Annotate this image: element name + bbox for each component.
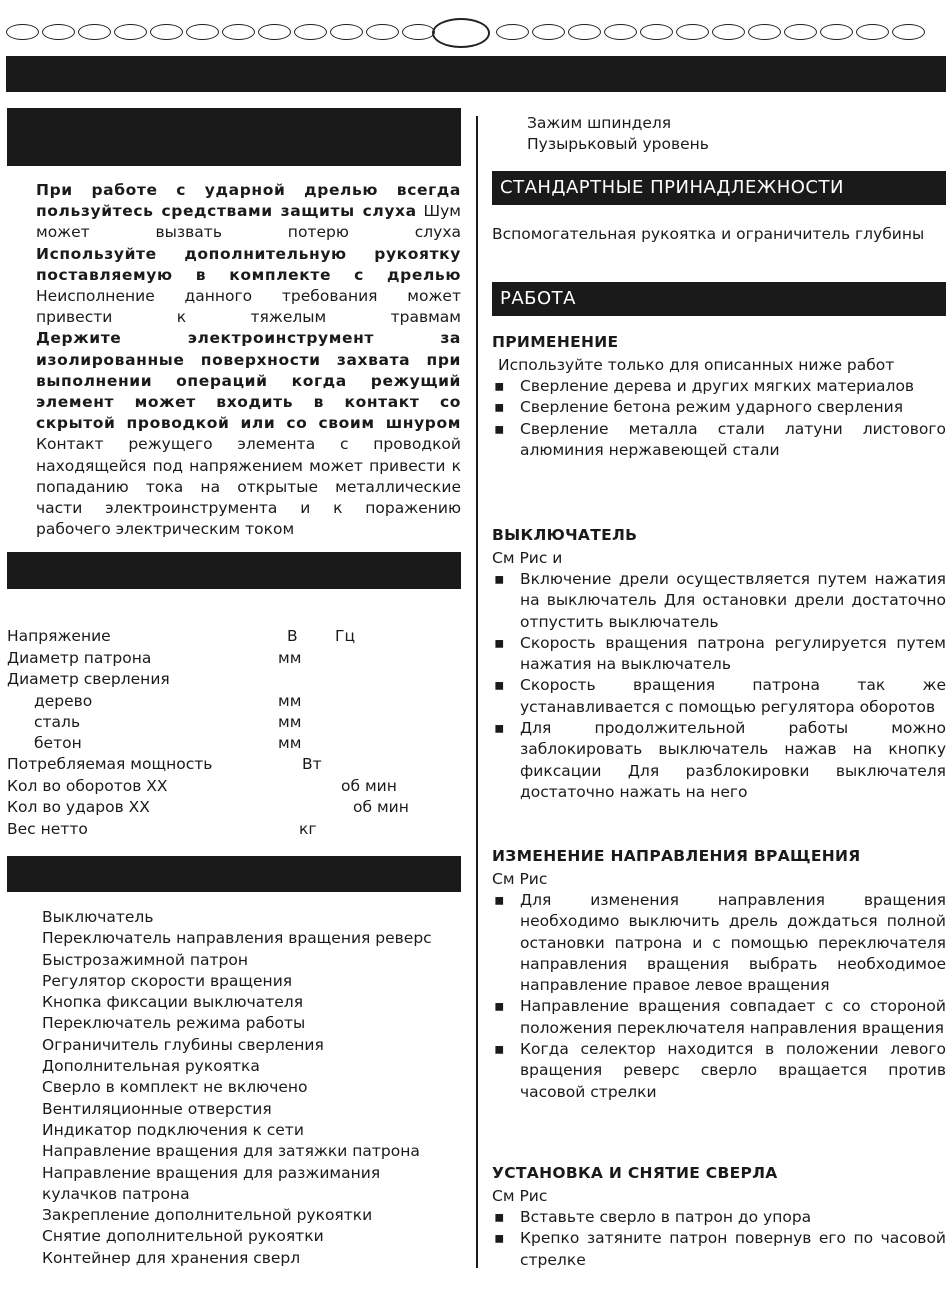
spec-label: Кол во оборотов ХХ bbox=[7, 777, 168, 795]
part-item: Закрепление дополнительной рукоятки bbox=[42, 1206, 373, 1225]
oval-mark bbox=[712, 24, 745, 40]
bullet-icon: ▪ bbox=[494, 719, 505, 738]
bullet-icon: ▪ bbox=[494, 1040, 505, 1059]
spec-unit: мм bbox=[278, 692, 302, 710]
safety-item-text: Контакт режущего элемента с проводкой находящейся под напряжением может привести к попаданию тока на открытые металлические части электроинструмента и к поражению рабочего электрическим током bbox=[36, 435, 461, 539]
part-item: Индикатор подключения к сети bbox=[42, 1120, 304, 1139]
subhead-application: ПРИМЕНЕНИЕ bbox=[492, 333, 619, 351]
part-item: Сверло в комплект не включено bbox=[42, 1078, 308, 1097]
spec-label: Кол во ударов ХХ bbox=[7, 798, 150, 816]
oval-mark bbox=[258, 24, 291, 40]
part-item: Вентиляционные отверстия bbox=[42, 1099, 272, 1118]
spec-unit: об мин bbox=[341, 777, 397, 795]
oval-mark bbox=[42, 24, 75, 40]
bullet-icon: ▪ bbox=[494, 377, 505, 395]
list-item bbox=[492, 1207, 946, 1228]
list-item bbox=[492, 397, 946, 418]
section-title-work: РАБОТА bbox=[492, 282, 946, 316]
spec-label: сталь bbox=[34, 713, 81, 731]
part-item: Дополнительная рукоятка bbox=[42, 1057, 260, 1076]
spec-unit: кг bbox=[299, 820, 317, 838]
part-item: Пузырьковый уровень bbox=[527, 135, 709, 154]
spec-unit: мм bbox=[278, 734, 302, 752]
list-item bbox=[492, 419, 946, 462]
list-item bbox=[492, 569, 946, 633]
safety-item bbox=[36, 328, 461, 540]
safety-instructions bbox=[36, 180, 461, 540]
bullet-icon: ▪ bbox=[494, 570, 505, 588]
bit-figure-ref: См Рис bbox=[492, 1187, 548, 1205]
bullet-icon: ▪ bbox=[494, 633, 505, 652]
list-item-text: Для изменения направления вращения необходимо выключить дрель дождаться полной остановки патрона и с помощью переключателя направления вращения выбрать необходимое направление правое левое вращения bbox=[520, 891, 946, 995]
safety-item bbox=[36, 180, 461, 244]
list-item-text: Сверление бетона режим ударного сверления bbox=[520, 398, 904, 417]
spec-unit: Вт bbox=[302, 755, 322, 773]
list-item bbox=[492, 1228, 946, 1271]
switch-list bbox=[492, 569, 946, 803]
list-item-text: Скорость вращения патрона так же устанавливается с помощью регулятора оборотов bbox=[520, 676, 946, 716]
oval-mark bbox=[150, 24, 183, 40]
page-number-oval bbox=[432, 18, 490, 48]
safety-item-text: Шум может вызвать потерю слуха bbox=[36, 202, 461, 242]
oval-mark bbox=[856, 24, 889, 40]
list-item-text: Когда селектор находится в положении левого вращения реверс сверло вращается против часовой стрелки bbox=[520, 1040, 946, 1101]
oval-mark bbox=[402, 24, 435, 40]
list-item-text: Скорость вращения патрона регулируется путем нажатия на выключатель bbox=[520, 633, 946, 674]
switch-figure-ref: См Рис и bbox=[492, 549, 563, 567]
oval-mark bbox=[748, 24, 781, 40]
list-item-text: Направление вращения совпадает с со стороной положения переключателя направления вращения bbox=[520, 997, 946, 1037]
oval-mark bbox=[6, 24, 39, 40]
part-item: Направление вращения для затяжки патрона bbox=[42, 1142, 420, 1161]
bullet-icon: ▪ bbox=[494, 398, 505, 417]
direction-list bbox=[492, 890, 946, 1103]
list-item bbox=[492, 675, 946, 718]
bit-list bbox=[492, 1207, 946, 1271]
oval-mark bbox=[676, 24, 709, 40]
header-oval-decoration bbox=[6, 18, 946, 48]
parts-list-continued bbox=[527, 113, 950, 156]
oval-mark bbox=[78, 24, 111, 40]
direction-figure-ref: См Рис bbox=[492, 870, 548, 888]
section-title-accessories: СТАНДАРТНЫЕ ПРИНАДЛЕЖНОСТИ bbox=[492, 171, 946, 205]
oval-mark bbox=[496, 24, 529, 40]
list-item bbox=[492, 718, 946, 803]
part-item: Переключатель направления вращения реверс bbox=[42, 929, 432, 948]
part-item: Снятие дополнительной рукоятки bbox=[42, 1227, 324, 1246]
oval-mark bbox=[892, 24, 925, 40]
list-item-text: Сверление дерева и других мягких материалов bbox=[520, 377, 915, 395]
spec-unit: мм bbox=[278, 649, 302, 667]
bullet-icon: ▪ bbox=[494, 1229, 505, 1248]
spec-unit: Гц bbox=[335, 627, 356, 645]
column-divider bbox=[476, 116, 478, 1268]
section-bar-parts bbox=[7, 856, 461, 892]
spec-label: Потребляемая мощность bbox=[7, 755, 213, 773]
parts-list bbox=[42, 907, 432, 1269]
subhead-switch: ВЫКЛЮЧАТЕЛЬ bbox=[492, 526, 638, 544]
spec-unit: об мин bbox=[353, 798, 409, 816]
part-item: кулачков патрона bbox=[42, 1184, 190, 1203]
part-item: Регулятор скорости вращения bbox=[42, 971, 293, 990]
accessories-text: Вспомогательная рукоятка и ограничитель глубины bbox=[492, 225, 925, 243]
oval-mark bbox=[604, 24, 637, 40]
page-header-bar bbox=[6, 56, 946, 92]
bullet-icon: ▪ bbox=[494, 997, 505, 1016]
spec-label: Вес нетто bbox=[7, 820, 88, 838]
oval-mark bbox=[186, 24, 219, 40]
list-item bbox=[492, 1039, 946, 1103]
list-item-text: Сверление металла стали латуни листового алюминия нержавеющей стали bbox=[520, 419, 946, 459]
spec-unit: В bbox=[287, 627, 298, 645]
subhead-drill-bit: УСТАНОВКА И СНЯТИЕ СВЕРЛА bbox=[492, 1164, 778, 1182]
application-list bbox=[492, 376, 946, 461]
bullet-icon: ▪ bbox=[494, 891, 505, 909]
oval-mark bbox=[532, 24, 565, 40]
oval-mark bbox=[366, 24, 399, 40]
oval-mark bbox=[330, 24, 363, 40]
bullet-icon: ▪ bbox=[494, 1208, 505, 1226]
safety-item-bold: Используйте дополнительную рукоятку поставляемую в комплекте с дрелью bbox=[36, 244, 461, 284]
oval-mark bbox=[568, 24, 601, 40]
list-item-text: Для продолжительной работы можно заблокировать выключатель нажав на кнопку фиксации Для разблокировки выключателя достаточно нажать на него bbox=[520, 719, 946, 801]
bullet-icon: ▪ bbox=[494, 676, 505, 695]
list-item-text: Вставьте сверло в патрон до упора bbox=[520, 1208, 812, 1226]
part-item: Контейнер для хранения сверл bbox=[42, 1248, 301, 1267]
spec-label: Напряжение bbox=[7, 627, 111, 645]
oval-mark bbox=[784, 24, 817, 40]
part-item: Зажим шпинделя bbox=[527, 114, 672, 132]
section-bar-specs bbox=[7, 552, 461, 589]
spec-label: бетон bbox=[34, 734, 82, 752]
list-item-text: Включение дрели осуществляется путем нажатия на выключатель Для остановки дрели достаточно отпустить выключатель bbox=[520, 570, 946, 631]
part-item: Переключатель режима работы bbox=[42, 1014, 306, 1033]
spec-label: Диаметр патрона bbox=[7, 649, 152, 667]
bullet-icon: ▪ bbox=[494, 419, 505, 438]
oval-mark bbox=[114, 24, 147, 40]
safety-item bbox=[36, 244, 461, 329]
part-item: Направление вращения для разжимания bbox=[42, 1163, 381, 1182]
oval-mark bbox=[640, 24, 673, 40]
safety-item-text: Неисполнение данного требования может привести к тяжелым травмам bbox=[36, 287, 461, 327]
spec-unit: мм bbox=[278, 713, 302, 731]
subhead-direction: ИЗМЕНЕНИЕ НАПРАВЛЕНИЯ ВРАЩЕНИЯ bbox=[492, 847, 861, 865]
part-item: Кнопка фиксации выключателя bbox=[42, 993, 304, 1012]
oval-mark bbox=[222, 24, 255, 40]
part-item: Ограничитель глубины сверления bbox=[42, 1035, 324, 1054]
list-item-text: Крепко затяните патрон повернув его по часовой стрелке bbox=[520, 1229, 946, 1269]
safety-item-bold: При работе с ударной дрелью всегда пользуйтесь средствами защиты слуха bbox=[36, 181, 461, 221]
list-item bbox=[492, 996, 946, 1039]
spec-label: дерево bbox=[34, 692, 93, 710]
oval-mark bbox=[820, 24, 853, 40]
part-item: Быстрозажимной патрон bbox=[42, 950, 248, 969]
part-item: Выключатель bbox=[42, 908, 154, 926]
section-bar-safety bbox=[7, 108, 461, 166]
spec-label: Диаметр сверления bbox=[7, 670, 170, 688]
oval-mark bbox=[294, 24, 327, 40]
list-item bbox=[492, 376, 946, 397]
application-intro: Используйте только для описанных ниже работ bbox=[498, 356, 895, 374]
list-item bbox=[492, 890, 946, 996]
list-item bbox=[492, 633, 946, 676]
safety-item-bold: Держите электроинструмент за изолированные поверхности захвата при выполнении операций когда режущий элемент может входить в контакт со скрытой проводкой или со своим шнуром bbox=[36, 329, 461, 433]
